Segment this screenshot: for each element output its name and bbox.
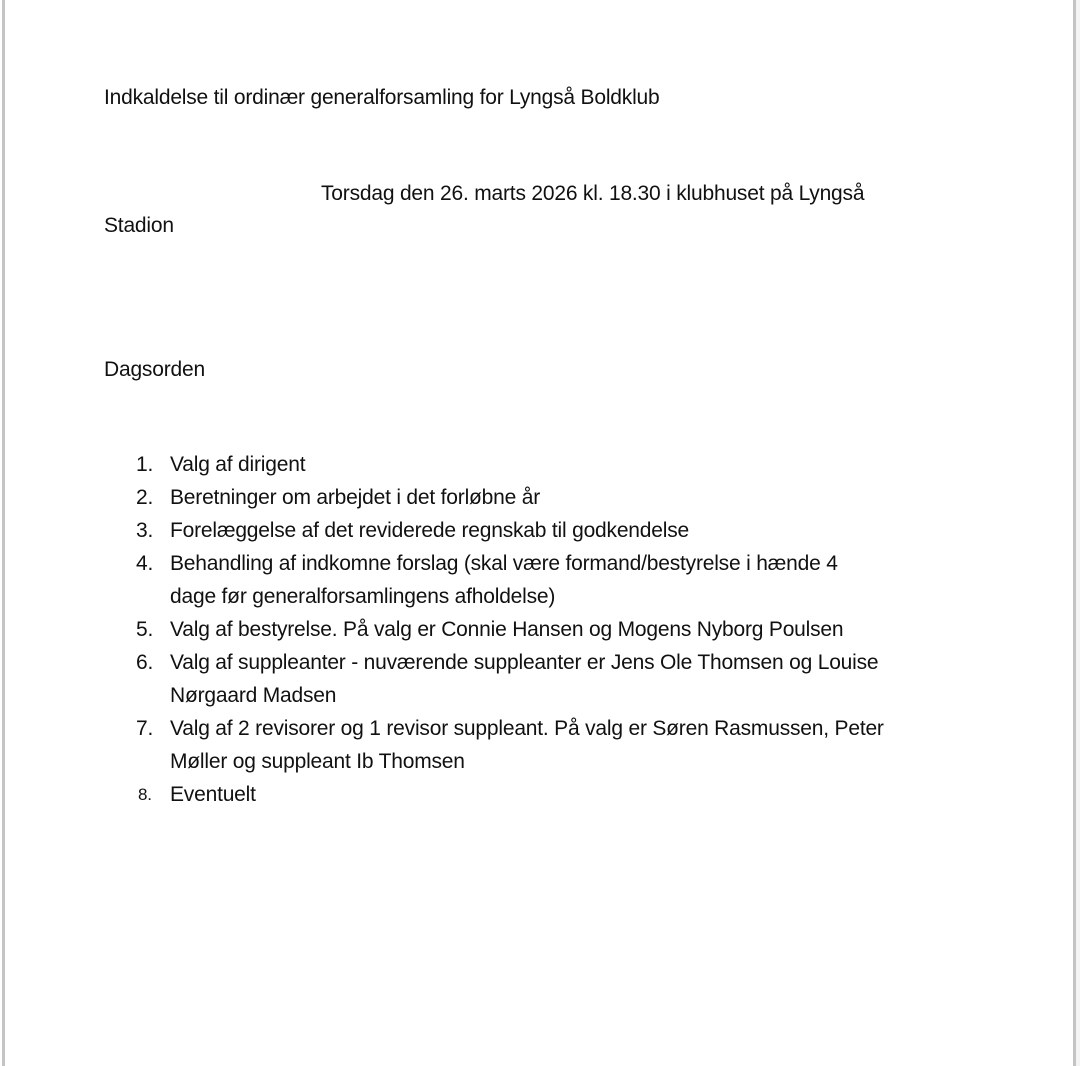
agenda-item-number: 2. <box>136 486 154 509</box>
agenda-item-text-continued: Nørgaard Madsen <box>170 684 337 707</box>
agenda-heading: Dagsorden <box>104 358 205 381</box>
agenda-item <box>0 646 1080 712</box>
agenda-item-text: Beretninger om arbejdet i det forløbne år <box>170 486 541 509</box>
agenda-item <box>0 613 1080 646</box>
agenda-item-text: Valg af dirigent <box>170 453 306 476</box>
agenda-item-text: Behandling af indkomne forslag (skal være formand/bestyrelse i hænde 4 <box>170 552 838 575</box>
agenda-item-text: Forelæggelse af det reviderede regnskab til godkendelse <box>170 519 689 542</box>
agenda-item-number: 6. <box>136 651 154 674</box>
agenda-item-text-continued: dage før generalforsamlingens afholdelse) <box>170 585 556 608</box>
agenda-item <box>0 481 1080 514</box>
agenda-item-number: 8. <box>138 785 152 804</box>
agenda-item <box>0 712 1080 778</box>
agenda-item-number: 5. <box>136 618 154 641</box>
agenda-item <box>0 514 1080 547</box>
agenda-item <box>0 547 1080 613</box>
agenda-item-number: 3. <box>136 519 154 542</box>
agenda-list <box>0 448 1080 811</box>
agenda-item <box>0 448 1080 481</box>
agenda-item-number: 1. <box>136 453 154 476</box>
agenda-item-number: 4. <box>136 552 154 575</box>
agenda-item-text-continued: Møller og suppleant Ib Thomsen <box>170 750 465 773</box>
agenda-item-number: 7. <box>136 717 154 740</box>
agenda-item-text: Valg af suppleanter - nuværende suppleanter er Jens Ole Thomsen og Louise <box>170 651 879 674</box>
meeting-date-location: Torsdag den 26. marts 2026 kl. 18.30 i klubhuset på Lyngså <box>321 182 865 205</box>
agenda-item-text: Valg af bestyrelse. På valg er Connie Hansen og Mogens Nyborg Poulsen <box>170 618 844 641</box>
meeting-location-continued: Stadion <box>104 214 174 237</box>
document-title: Indkaldelse til ordinær generalforsamling for Lyngså Boldklub <box>104 86 660 109</box>
agenda-item <box>0 778 1080 811</box>
agenda-item-text: Valg af 2 revisorer og 1 revisor suppleant. På valg er Søren Rasmussen, Peter <box>170 717 884 740</box>
agenda-item-text: Eventuelt <box>170 783 256 806</box>
